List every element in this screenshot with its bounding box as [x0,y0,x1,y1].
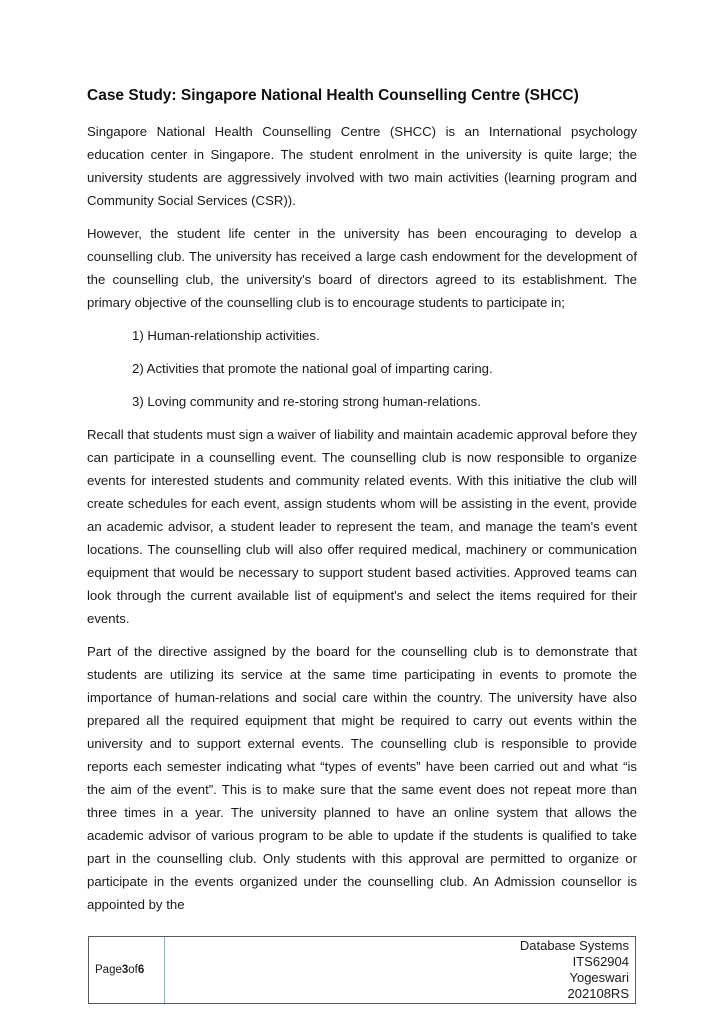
footer-author: Yogeswari [569,970,629,985]
paragraph-intro: Singapore National Health Counselling Centre (SHCC) is an International psychology education center in Singapore. The student enrolment in the university is quite large; the university students are aggressively involved with two main activities (learning program and Community Social Services (CSR)). [87,124,637,208]
case-study-title: Case Study: Singapore National Health Counselling Centre (SHCC) [87,87,579,104]
list-item: 1) Human-relationship activities. [132,328,320,343]
page-current: 3 [121,964,129,976]
paragraph-directive: Part of the directive assigned by the board for the counselling club is to demonstrate that students are utilizing its service at the same time participating in events to promote the importance of human-relations and social care within the country. The university have also prepared all the required equipment that might be required to carry out events within the university and to support external events. The counselling club is responsible to provide reports each semester indicating what “types of events” have been carried out and what “is the aim of the event”. This is to make sure that the same event does not repeat more than three times in a year. The university planned to have an online system that allows the academic advisor of various program to be able to update if the students is qualified to take part in the counselling club. Only students with this approval are permitted to organize or participate in the events organized under the counselling club. An Admission counsellor is appointed by the [87,644,637,912]
page-total: 6 [137,964,145,976]
list-item: 3) Loving community and re-storing strong human-relations. [132,394,481,409]
list-item: 2) Activities that promote the national goal of imparting caring. [132,361,493,376]
footer-info [165,937,635,1003]
page-prefix: Page [95,964,122,976]
page-footer [88,936,636,1004]
paragraph-counselling-club: However, the student life center in the university has been encouraging to develop a counselling club. The university has received a large cash endowment for the development of the counselling club, the university's board of directors agreed to its establishment. The primary objective of the counselling club is to encourage students to participate in; [87,226,637,310]
document-body [87,86,637,926]
objectives-list [87,324,637,413]
page-of: of [128,964,138,976]
paragraph-waiver: Recall that students must sign a waiver of liability and maintain academic approval before they can participate in a counselling event. The counselling club is now responsible to organize events for interested students and community related events. With this initiative the club will create schedules for each event, assign students whom will be assisting in the event, provide an academic advisor, a student leader to represent the team, and manage the team's event locations. The counselling club will also offer required medical, machinery or communication equipment that would be necessary to support student based activities. Approved teams can look through the current available list of equipment's and select the items required for their events. [87,427,637,626]
footer-course: Database Systems [519,938,629,953]
footer-code: ITS62904 [572,954,629,969]
footer-term: 202108RS [567,986,629,1001]
page-number [89,937,165,1003]
